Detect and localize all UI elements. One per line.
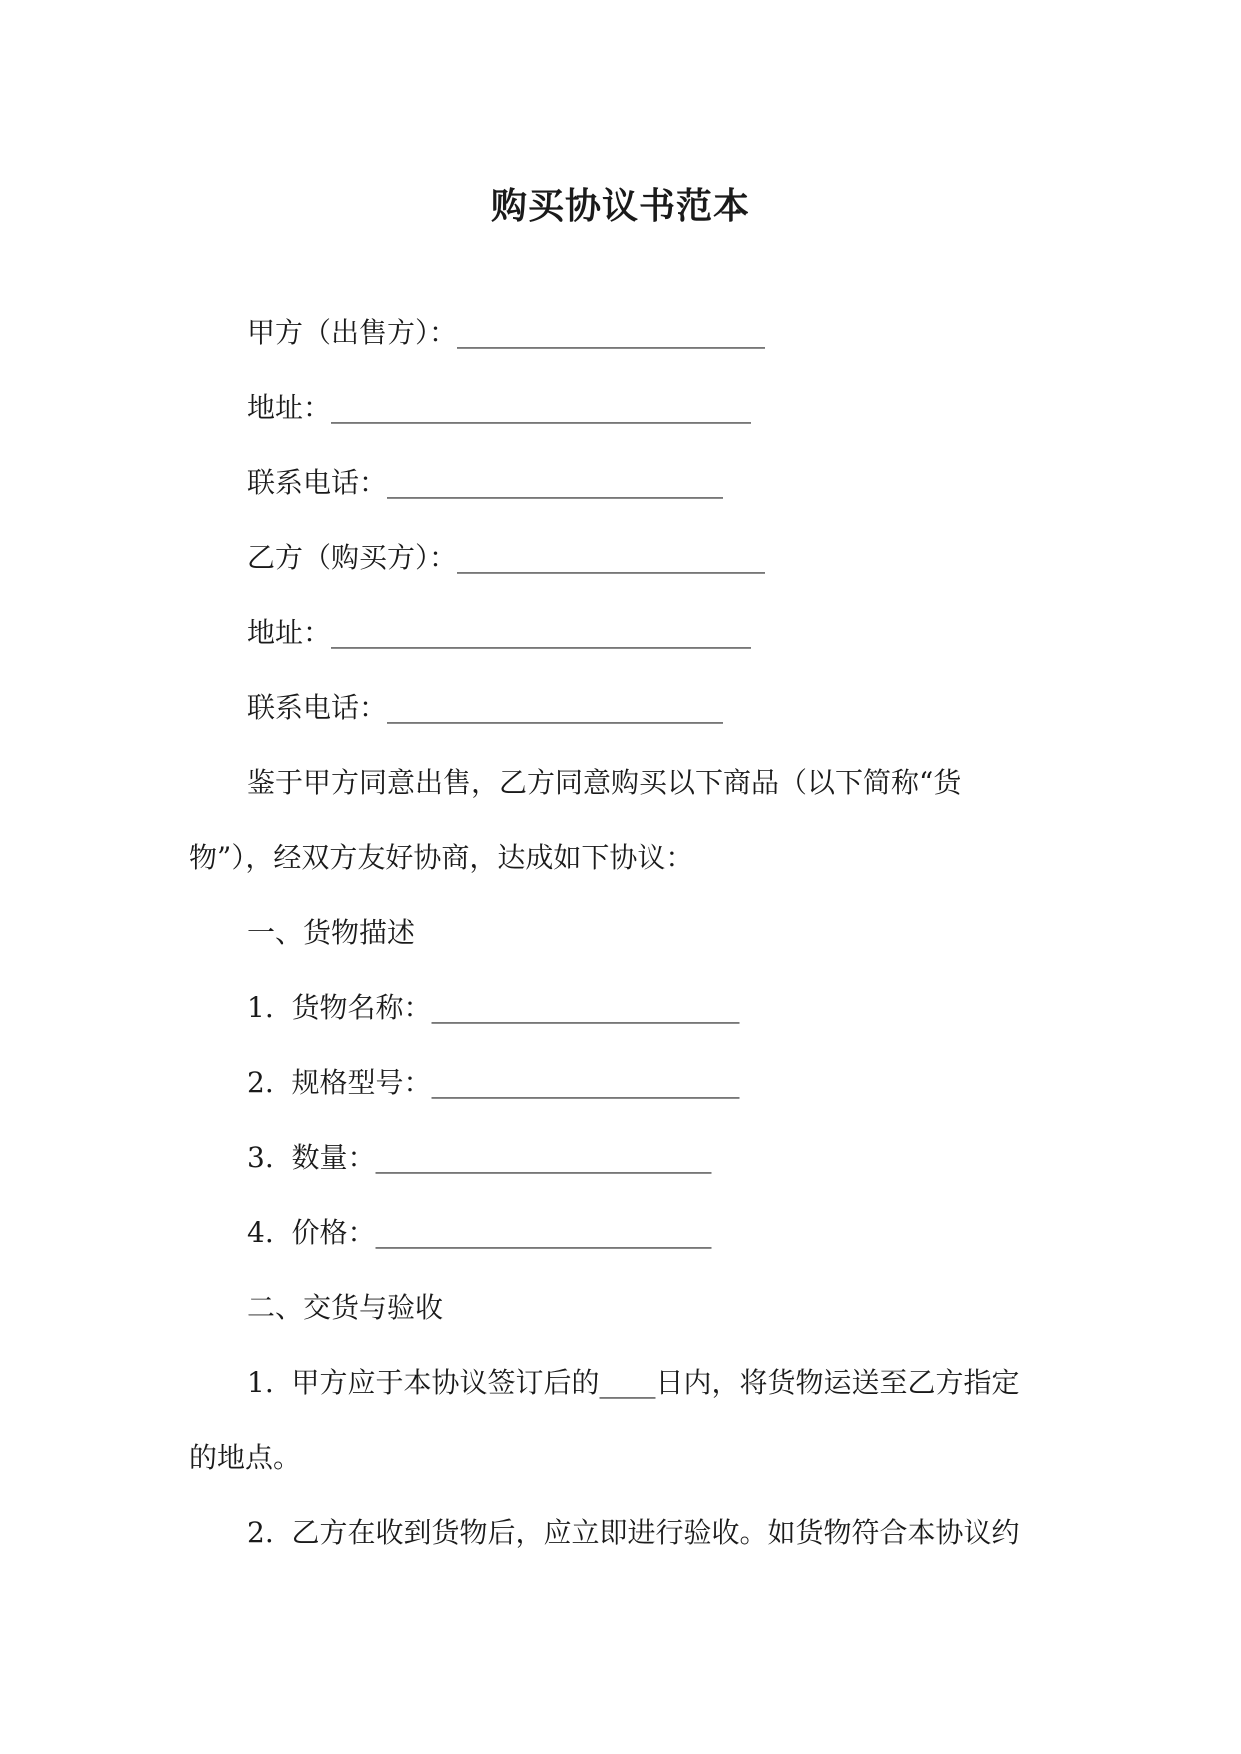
- goods-name-line: 1. 货物名称：______________________: [247, 991, 740, 1024]
- delivery-clause-1-line-2: 的地点。: [189, 1441, 302, 1474]
- section-heading-goods: 一、货物描述: [247, 916, 416, 949]
- seller-phone-line: 联系电话：________________________: [247, 466, 724, 499]
- seller-address-line: 地址：______________________________: [247, 391, 752, 424]
- section-heading-delivery: 二、交货与验收: [247, 1291, 444, 1324]
- buyer-address-line: 地址：______________________________: [247, 616, 752, 649]
- delivery-clause-1-line-1: 1. 甲方应于本协议签订后的____日内，将货物运送至乙方指定: [247, 1366, 1020, 1399]
- buyer-name-line: 乙方（购买方）：______________________: [247, 541, 766, 574]
- document-title: 购买协议书范本: [490, 185, 750, 227]
- preamble-line-2: 物”），经双方友好协商，达成如下协议：: [189, 841, 694, 874]
- goods-quantity-line: 3. 数量：________________________: [247, 1141, 712, 1174]
- buyer-phone-line: 联系电话：________________________: [247, 691, 724, 724]
- delivery-clause-2-line-1: 2. 乙方在收到货物后，应立即进行验收。如货物符合本协议约: [247, 1516, 1020, 1549]
- preamble-line-1: 鉴于甲方同意出售，乙方同意购买以下商品（以下简称“货: [247, 766, 962, 799]
- goods-price-line: 4. 价格：________________________: [247, 1216, 712, 1249]
- goods-spec-line: 2. 规格型号：______________________: [247, 1066, 740, 1099]
- seller-name-line: 甲方（出售方）：______________________: [247, 316, 766, 349]
